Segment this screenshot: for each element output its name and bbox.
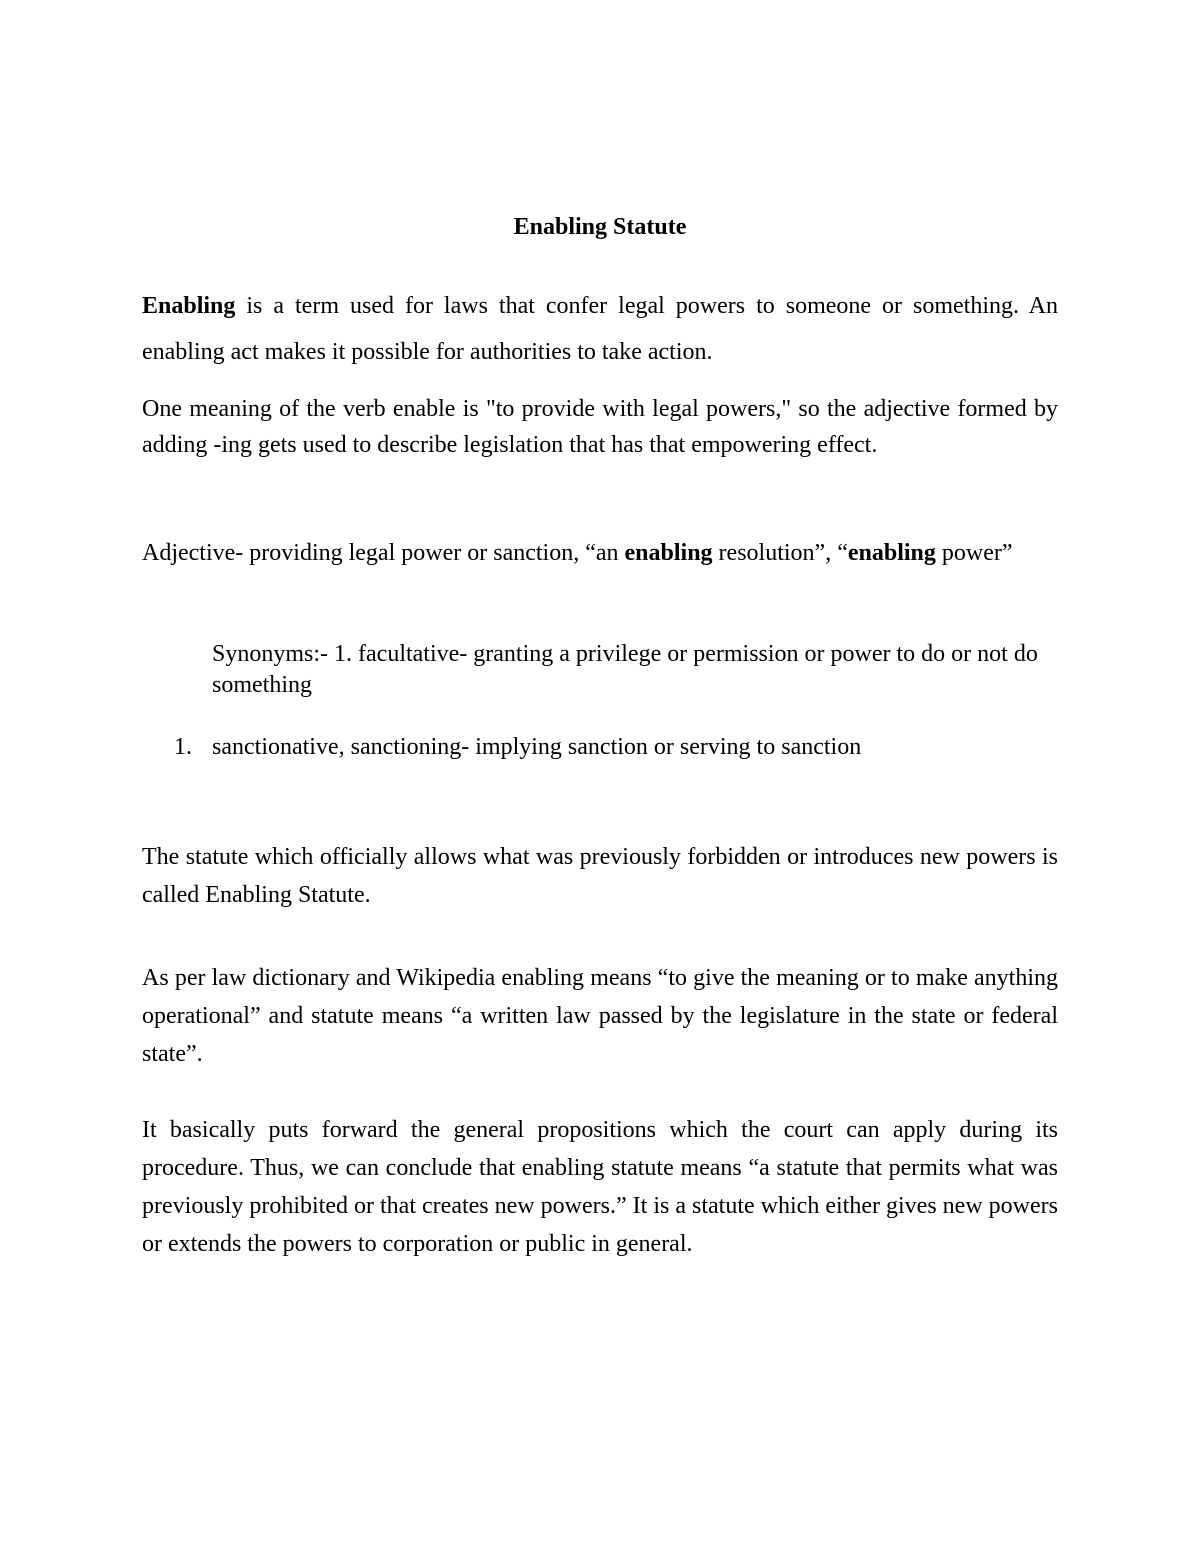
term-enabling: Enabling bbox=[142, 293, 236, 319]
paragraph-verb-meaning: One meaning of the verb enable is "to provide with legal powers," so the adjective formed by adding -ing gets used to describe legislation that has that empowering effect. bbox=[142, 396, 1058, 458]
paragraph-enabling-statute: The statute which officially allows what was previously forbidden or introduces new powers is called Enabling Statute. bbox=[142, 844, 1058, 908]
adjective-mid: resolution”, “ bbox=[712, 540, 848, 566]
adjective-bold-enabling-2: enabling bbox=[847, 540, 936, 566]
list-text: sanctionative, sanctioning- implying sanction or serving to sanction bbox=[212, 734, 862, 760]
adjective-tail: power” bbox=[935, 540, 1013, 566]
synonyms-text: Synonyms:- 1. facultative- granting a privilege or permission or power to do or not do something bbox=[212, 641, 1038, 698]
adjective-lead: Adjective- providing legal power or sanction, “an bbox=[142, 540, 625, 566]
paragraph-adjective bbox=[142, 534, 1058, 572]
paragraph-dictionary: As per law dictionary and Wikipedia enabling means “to give the meaning or to make anything operational” and statute means “a written law passed by the legislature in the state or federal state”. bbox=[142, 965, 1058, 1067]
definition-text: is a term used for laws that confer legal powers to someone or something. An enabling act makes it possible for authorities to take action. bbox=[142, 293, 1058, 365]
paragraph-conclusion: It basically puts forward the general propositions which the court can apply during its procedure. Thus, we can conclude that enabling statute means “a statute that permits what was previously prohibited or that creates new powers.” It is a statute which either gives new powers or extends the powers to corporation or public in general. bbox=[142, 1117, 1058, 1257]
document-title: Enabling Statute bbox=[513, 214, 687, 240]
paragraph-definition bbox=[142, 283, 1058, 375]
list-number: 1. bbox=[174, 734, 192, 760]
adjective-bold-enabling-1: enabling bbox=[624, 540, 713, 566]
